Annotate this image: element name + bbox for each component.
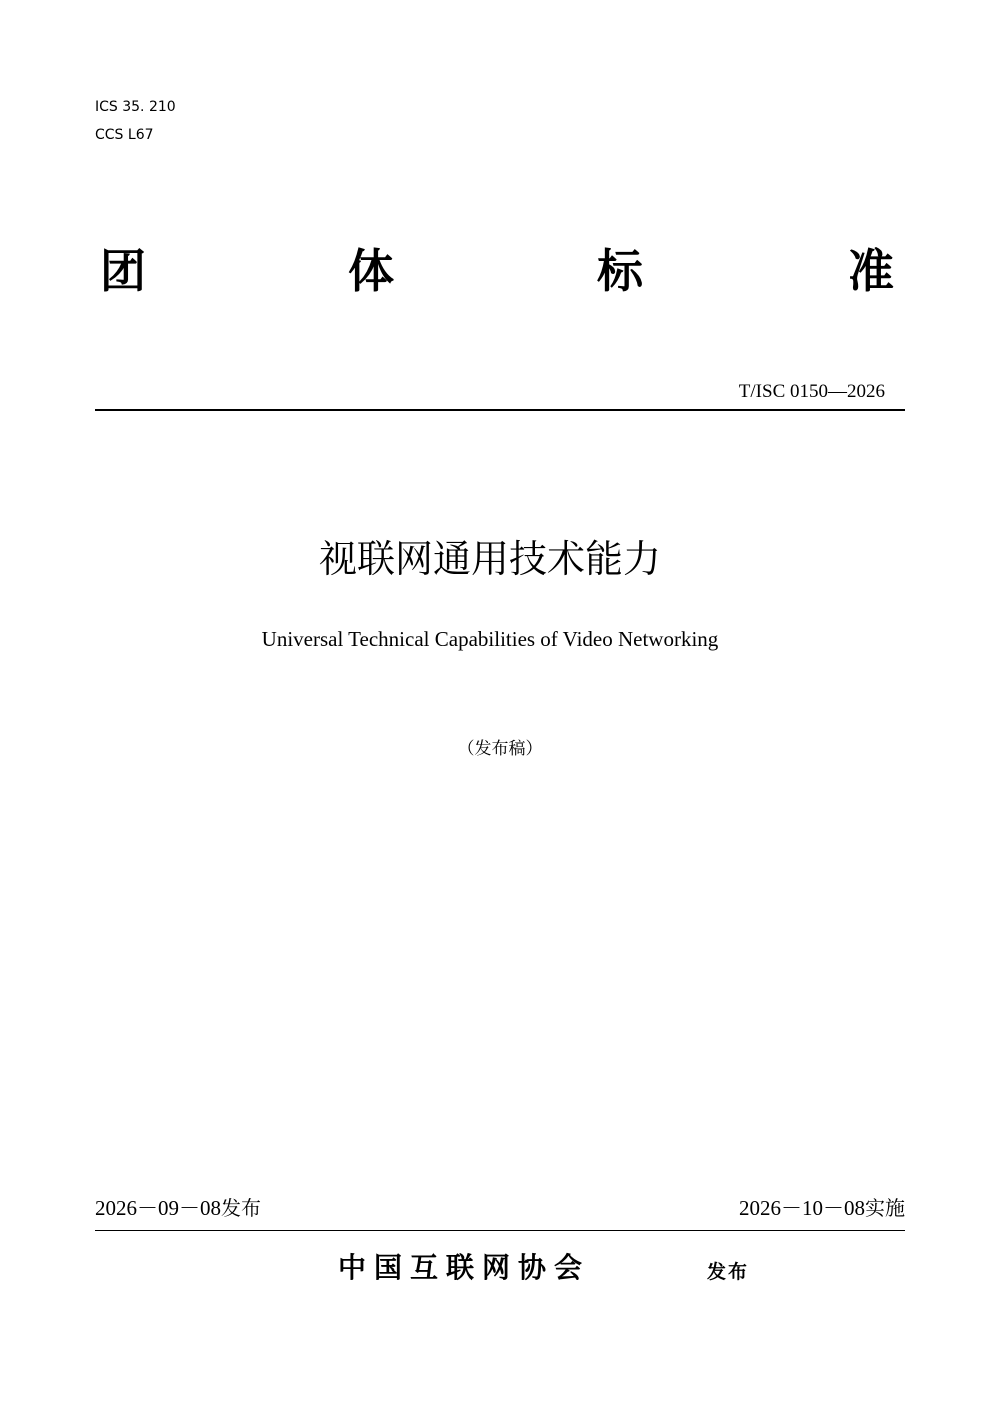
implement-label: 实施 xyxy=(865,1196,905,1220)
publish-label: 发布 xyxy=(221,1196,261,1220)
implement-date-line xyxy=(739,1198,905,1219)
ccs-code: CCS L67 xyxy=(95,127,154,143)
standard-type-char-4: 准 xyxy=(848,244,894,298)
document-number: T/ISC 0150—2026 xyxy=(738,381,885,402)
draft-status: （发布稿） xyxy=(457,739,543,759)
standard-type-char-1: 团 xyxy=(100,244,146,298)
publisher-name: 中国互联网协会 xyxy=(338,1251,591,1284)
title-chinese: 视联网通用技术能力 xyxy=(318,537,661,581)
ics-code: ICS 35. 210 xyxy=(95,99,176,115)
footer-divider xyxy=(95,1230,905,1231)
title-english: Universal Technical Capabilities of Video Networking xyxy=(261,627,719,651)
implement-date: 2026－10－08 xyxy=(739,1196,865,1220)
publish-date: 2026－09－08 xyxy=(95,1196,221,1220)
header-divider xyxy=(95,409,905,411)
standard-type-char-2: 体 xyxy=(348,244,394,298)
publisher-label: 发布 xyxy=(707,1261,750,1283)
standard-type-char-3: 标 xyxy=(597,244,643,298)
publish-date-line xyxy=(95,1198,261,1219)
